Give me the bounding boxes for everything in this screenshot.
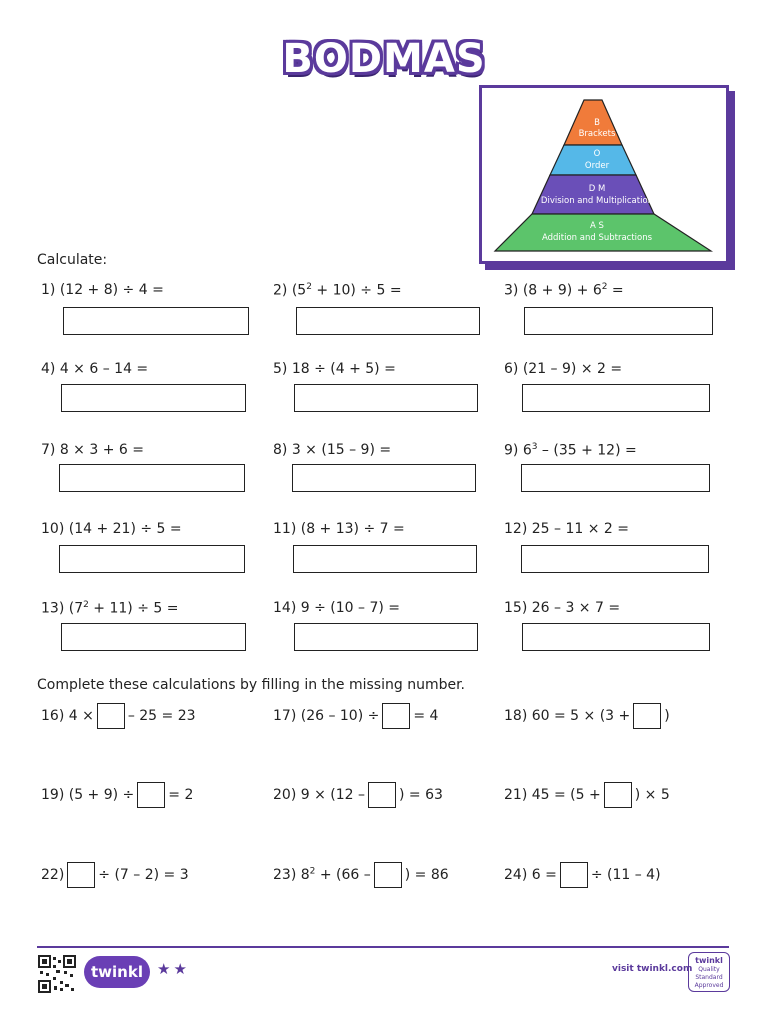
- twinkl-logo[interactable]: twinkl: [84, 956, 150, 988]
- question-3: 3) $(8 + 9) + 6^2$ =: [504, 282, 624, 299]
- question-6: 6) (21 – 9) × 2 =: [504, 361, 623, 377]
- page-title: BODMAS: [282, 36, 486, 82]
- answer-box-5[interactable]: [294, 384, 478, 412]
- answer-box-8[interactable]: [292, 464, 476, 492]
- quality-badge: [688, 952, 730, 992]
- question-16: 16) 4 × – 25 = 23: [41, 703, 196, 729]
- question-21: 21) 45 = (5 + ) × 5: [504, 782, 670, 808]
- answer-box-11[interactable]: [293, 545, 477, 573]
- answer-box-3[interactable]: [524, 307, 713, 335]
- question-19: 19) (5 + 9) ÷ = 2: [41, 782, 193, 808]
- answer-box-6[interactable]: [522, 384, 710, 412]
- question-4: 4) 4 × 6 – 14 =: [41, 361, 149, 377]
- badge-text: Quality Standard Approved: [694, 966, 724, 989]
- answer-box-2[interactable]: [296, 307, 480, 335]
- missing-box-23[interactable]: [374, 862, 402, 888]
- tier-as-label: Addition and Subtractions: [541, 233, 653, 243]
- missing-box-21[interactable]: [604, 782, 632, 808]
- question-10: 10) (14 + 21) ÷ 5 =: [41, 521, 182, 537]
- question-22: 22) ÷ (7 – 2) = 3: [41, 862, 189, 888]
- answer-box-14[interactable]: [294, 623, 478, 651]
- tier-dm-label: Division and Multiplication: [540, 196, 654, 206]
- question-20: 20) 9 × (12 – ) = 63: [273, 782, 443, 808]
- calculate-heading: Calculate:: [37, 252, 108, 268]
- question-18: 18) 60 = 5 × (3 + ): [504, 703, 670, 729]
- answer-box-13[interactable]: [61, 623, 246, 651]
- question-7: 7) 8 × 3 + 6 =: [41, 442, 144, 458]
- qr-code-icon[interactable]: [38, 955, 76, 993]
- answer-box-10[interactable]: [59, 545, 245, 573]
- missing-box-18[interactable]: [633, 703, 661, 729]
- question-8: 8) 3 × (15 – 9) =: [273, 442, 392, 458]
- question-13: 13) $(7^2 + 11) \div 5$ =: [41, 600, 179, 617]
- question-11: 11) (8 + 13) ÷ 7 =: [273, 521, 405, 537]
- question-17: 17) (26 – 10) ÷ = 4: [273, 703, 438, 729]
- missing-box-16[interactable]: [97, 703, 125, 729]
- answer-box-4[interactable]: [61, 384, 246, 412]
- answer-box-1[interactable]: [63, 307, 249, 335]
- question-1: 1) (12 + 8) ÷ 4 =: [41, 282, 164, 298]
- answer-box-12[interactable]: [521, 545, 709, 573]
- question-2: 2) $(5^2 + 10) \div 5$ =: [273, 282, 402, 299]
- question-15: 15) 26 – 3 × 7 =: [504, 600, 621, 616]
- visit-link[interactable]: visit twinkl.com: [612, 964, 693, 974]
- answer-box-9[interactable]: [521, 464, 710, 492]
- tier-o-label: Order: [584, 161, 610, 171]
- missing-number-heading: Complete these calculations by filling in the missing number.: [37, 677, 465, 693]
- tier-dm-letter: D M: [588, 184, 606, 194]
- question-12: 12) 25 – 11 × 2 =: [504, 521, 629, 537]
- rating-stars: ★★: [157, 960, 190, 978]
- question-23: 23) $8^2 + (66$ – ) = 86: [273, 862, 449, 888]
- tier-o-letter: O: [593, 149, 601, 159]
- tier-as-letter: A S: [590, 221, 604, 231]
- answer-box-15[interactable]: [522, 623, 710, 651]
- question-9: 9) $6^3 - (35 + 12)$ =: [504, 442, 637, 459]
- tier-b-letter: B: [594, 118, 600, 128]
- missing-box-17[interactable]: [382, 703, 410, 729]
- missing-box-20[interactable]: [368, 782, 396, 808]
- question-14: 14) 9 ÷ (10 – 7) =: [273, 600, 400, 616]
- question-24: 24) 6 = ÷ (11 – 4): [504, 862, 661, 888]
- tier-b-label: Brackets: [578, 129, 616, 139]
- missing-box-22[interactable]: [67, 862, 95, 888]
- bodmas-pyramid-panel: [479, 85, 729, 264]
- footer-divider: [37, 946, 729, 948]
- answer-box-7[interactable]: [59, 464, 245, 492]
- question-5: 5) 18 ÷ (4 + 5) =: [273, 361, 396, 377]
- missing-box-19[interactable]: [137, 782, 165, 808]
- badge-logo: twinkl: [695, 956, 723, 965]
- missing-box-24[interactable]: [560, 862, 588, 888]
